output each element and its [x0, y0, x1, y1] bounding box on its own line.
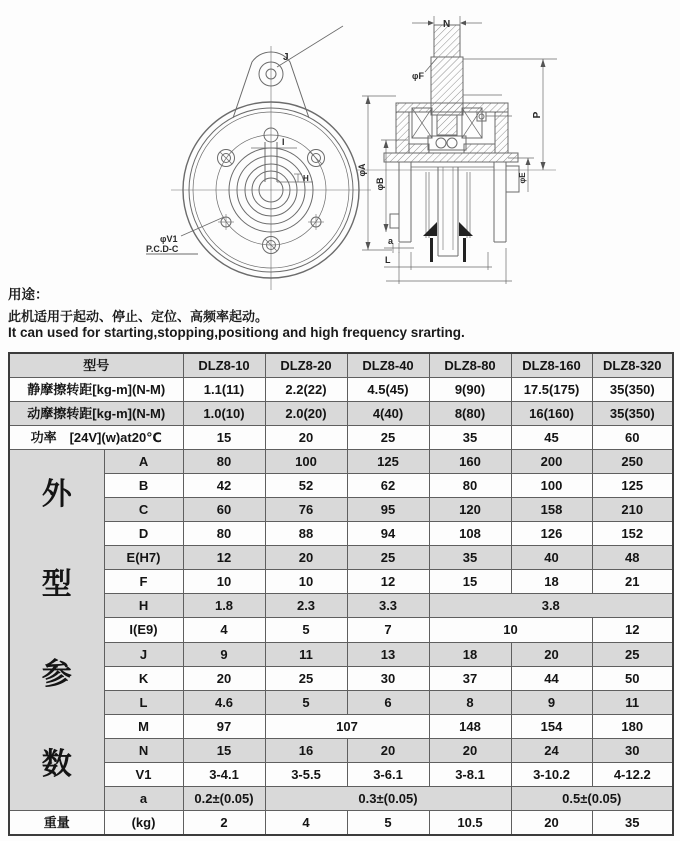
weight-value-cell: 2 [183, 811, 265, 836]
spec-value-cell: 9(90) [429, 378, 511, 402]
model-name-cell: DLZ8-10 [183, 353, 265, 378]
dim-value-cell: 200 [511, 450, 592, 474]
table-row [9, 474, 673, 498]
table-row [9, 642, 673, 666]
dim-value-cell: 44 [511, 666, 592, 690]
dim-value-cell: 250 [592, 450, 673, 474]
model-name-cell: DLZ8-40 [347, 353, 429, 378]
spec-row-label: 动摩擦转距[kg-m](N-M) [9, 402, 183, 426]
dim-value-cell: 158 [511, 498, 592, 522]
dim-row-label: L [104, 690, 183, 714]
dim-label-n: N [443, 19, 451, 30]
dim-row-label: V1 [104, 762, 183, 786]
dim-value-cell: 76 [265, 498, 347, 522]
dim-value-cell: 5 [265, 690, 347, 714]
dim-value-cell: 97 [183, 714, 265, 738]
dim-value-cell: 180 [592, 714, 673, 738]
dim-value-cell: 1.8 [183, 594, 265, 618]
dim-label-p: P [532, 111, 543, 119]
dim-value-cell: 62 [347, 474, 429, 498]
dim-label-i: I [282, 137, 285, 147]
spec-value-cell: 4(40) [347, 402, 429, 426]
dim-value-cell: 95 [347, 498, 429, 522]
dim-row-label: I(E9) [104, 618, 183, 642]
dim-value-cell: 120 [429, 498, 511, 522]
group-label-char: 数 [41, 748, 72, 781]
spec-value-cell: 35(350) [592, 378, 673, 402]
section-view-drawing [356, 16, 557, 284]
dim-value-cell: 12 [183, 546, 265, 570]
weight-value-cell: 10.5 [429, 811, 511, 836]
dim-row-label: M [104, 714, 183, 738]
dim-value-cell: 15 [183, 738, 265, 762]
dim-value-cell: 11 [592, 690, 673, 714]
dim-value-cell: 80 [183, 450, 265, 474]
spec-value-cell: 8(80) [429, 402, 511, 426]
dim-value-cell: 16 [265, 738, 347, 762]
dim-value-cell: 3-6.1 [347, 762, 429, 786]
table-row [9, 762, 673, 786]
spec-value-cell: 45 [511, 426, 592, 450]
dim-row-label: F [104, 570, 183, 594]
spec-value-cell: 16(160) [511, 402, 592, 426]
usage-title: 用途： [8, 287, 49, 302]
model-header-label: 型号 [9, 353, 183, 378]
dim-label-a: a [388, 236, 394, 246]
group-label-char: 参 [41, 658, 72, 691]
dim-value-cell: 154 [511, 714, 592, 738]
usage-section [8, 283, 668, 340]
dim-value-cell: 25 [265, 666, 347, 690]
table-row [9, 690, 673, 714]
model-name-cell: DLZ8-20 [265, 353, 347, 378]
table-row [9, 378, 673, 402]
weight-label: 重量 [9, 811, 104, 836]
table-row [9, 811, 673, 836]
table-row [9, 738, 673, 762]
dim-label-phi-b: φB [375, 177, 385, 191]
dim-value-cell: 20 [347, 738, 429, 762]
dim-value-cell: 0.5±(0.05) [511, 786, 673, 810]
dim-value-cell: 8 [429, 690, 511, 714]
dim-label-j: J [283, 52, 289, 63]
dim-value-cell: 100 [511, 474, 592, 498]
weight-value-cell: 4 [265, 811, 347, 836]
dim-value-cell: 10 [183, 570, 265, 594]
weight-value-cell: 35 [592, 811, 673, 836]
dim-value-cell: 3.8 [429, 594, 673, 618]
spec-row-label: 静摩擦转距[kg-m](N-M) [9, 378, 183, 402]
dim-label-phi-a: φA [357, 163, 367, 177]
dim-value-cell: 25 [347, 546, 429, 570]
dim-value-cell: 0.2±(0.05) [183, 786, 265, 810]
front-view-drawing [146, 26, 371, 290]
dim-value-cell: 20 [511, 642, 592, 666]
dim-value-cell: 42 [183, 474, 265, 498]
dim-value-cell: 20 [265, 546, 347, 570]
spec-value-cell: 2.0(20) [265, 402, 347, 426]
dim-value-cell: 108 [429, 522, 511, 546]
dim-value-cell: 2.3 [265, 594, 347, 618]
dim-label-l: L [385, 255, 391, 265]
dim-value-cell: 125 [347, 450, 429, 474]
dim-value-cell: 125 [592, 474, 673, 498]
spec-value-cell: 15 [183, 426, 265, 450]
table-row [9, 714, 673, 738]
dim-value-cell: 40 [511, 546, 592, 570]
group-label-char: 外 [41, 478, 72, 511]
dim-value-cell: 126 [511, 522, 592, 546]
dim-value-cell: 100 [265, 450, 347, 474]
dim-row-label: a [104, 786, 183, 810]
dim-value-cell: 152 [592, 522, 673, 546]
spec-value-cell: 35 [429, 426, 511, 450]
spec-value-cell: 1.0(10) [183, 402, 265, 426]
dim-value-cell: 25 [592, 642, 673, 666]
dim-value-cell: 4-12.2 [592, 762, 673, 786]
dim-row-label: A [104, 450, 183, 474]
dim-row-label: D [104, 522, 183, 546]
dim-value-cell: 3-4.1 [183, 762, 265, 786]
spec-value-cell: 25 [347, 426, 429, 450]
table-row [9, 450, 673, 474]
dim-value-cell: 80 [429, 474, 511, 498]
dim-value-cell: 160 [429, 450, 511, 474]
dim-value-cell: 60 [183, 498, 265, 522]
group-label-cell [9, 450, 104, 811]
model-name-cell: DLZ8-320 [592, 353, 673, 378]
dim-value-cell: 210 [592, 498, 673, 522]
dim-row-label: E(H7) [104, 546, 183, 570]
dim-row-label: J [104, 642, 183, 666]
dim-value-cell: 10 [265, 570, 347, 594]
dim-value-cell: 18 [511, 570, 592, 594]
dim-label-v1: φV1 [160, 234, 178, 244]
table-row [9, 522, 673, 546]
table-row [9, 786, 673, 810]
dim-value-cell: 107 [265, 714, 429, 738]
table-row [9, 546, 673, 570]
group-label-char: 型 [41, 568, 72, 601]
dim-value-cell: 20 [429, 738, 511, 762]
table-row [9, 353, 673, 378]
dim-value-cell: 30 [592, 738, 673, 762]
dim-value-cell: 80 [183, 522, 265, 546]
dim-value-cell: 4.6 [183, 690, 265, 714]
dim-value-cell: 20 [183, 666, 265, 690]
dim-value-cell: 12 [592, 618, 673, 642]
dim-value-cell: 3-5.5 [265, 762, 347, 786]
dim-row-label: K [104, 666, 183, 690]
dim-value-cell: 88 [265, 522, 347, 546]
model-name-cell: DLZ8-80 [429, 353, 511, 378]
dim-value-cell: 48 [592, 546, 673, 570]
dim-value-cell: 94 [347, 522, 429, 546]
spec-value-cell: 2.2(22) [265, 378, 347, 402]
weight-value-cell: 20 [511, 811, 592, 836]
dim-row-label: N [104, 738, 183, 762]
table-row [9, 570, 673, 594]
model-name-cell: DLZ8-160 [511, 353, 592, 378]
dim-label-h: H [303, 174, 309, 183]
dim-value-cell: 37 [429, 666, 511, 690]
dim-row-label: B [104, 474, 183, 498]
dim-value-cell: 7 [347, 618, 429, 642]
dim-value-cell: 10 [429, 618, 592, 642]
dim-value-cell: 4 [183, 618, 265, 642]
table-row [9, 402, 673, 426]
dim-value-cell: 13 [347, 642, 429, 666]
spec-value-cell: 20 [265, 426, 347, 450]
dim-value-cell: 35 [429, 546, 511, 570]
dim-value-cell: 21 [592, 570, 673, 594]
dim-value-cell: 15 [429, 570, 511, 594]
spec-value-cell: 1.1(11) [183, 378, 265, 402]
spec-value-cell: 35(350) [592, 402, 673, 426]
dim-label-f: φF [412, 71, 424, 81]
dim-value-cell: 6 [347, 690, 429, 714]
dim-value-cell: 0.3±(0.05) [265, 786, 511, 810]
dim-value-cell: 148 [429, 714, 511, 738]
dim-label-phi-e: φE [518, 172, 527, 184]
dim-value-cell: 3.3 [347, 594, 429, 618]
dim-value-cell: 9 [183, 642, 265, 666]
dim-value-cell: 18 [429, 642, 511, 666]
spec-value-cell: 60 [592, 426, 673, 450]
dim-value-cell: 30 [347, 666, 429, 690]
dim-value-cell: 5 [265, 618, 347, 642]
technical-drawings [0, 0, 680, 292]
weight-value-cell: 5 [347, 811, 429, 836]
dim-value-cell: 3-8.1 [429, 762, 511, 786]
table-row [9, 666, 673, 690]
dim-value-cell: 12 [347, 570, 429, 594]
dim-value-cell: 9 [511, 690, 592, 714]
spec-value-cell: 4.5(45) [347, 378, 429, 402]
dim-value-cell: 11 [265, 642, 347, 666]
dim-value-cell: 3-10.2 [511, 762, 592, 786]
table-row [9, 618, 673, 642]
table-row [9, 426, 673, 450]
usage-text-cn: 此机适用于起动、停止、定位、高频率起动。 [8, 309, 269, 324]
table-row [9, 594, 673, 618]
dim-value-cell: 52 [265, 474, 347, 498]
usage-text-en: It can used for starting,stopping,positiong and high frequency srarting. [8, 325, 465, 340]
dim-row-label: C [104, 498, 183, 522]
dim-value-cell: 50 [592, 666, 673, 690]
spec-value-cell: 17.5(175) [511, 378, 592, 402]
spec-row-label: 功率 [24V](w)at20℃ [9, 426, 183, 450]
table-row [9, 498, 673, 522]
weight-unit: (kg) [104, 811, 183, 836]
dim-label-pcd: P.C.D-C [146, 244, 179, 254]
spec-table [8, 352, 674, 836]
dim-value-cell: 24 [511, 738, 592, 762]
dim-row-label: H [104, 594, 183, 618]
